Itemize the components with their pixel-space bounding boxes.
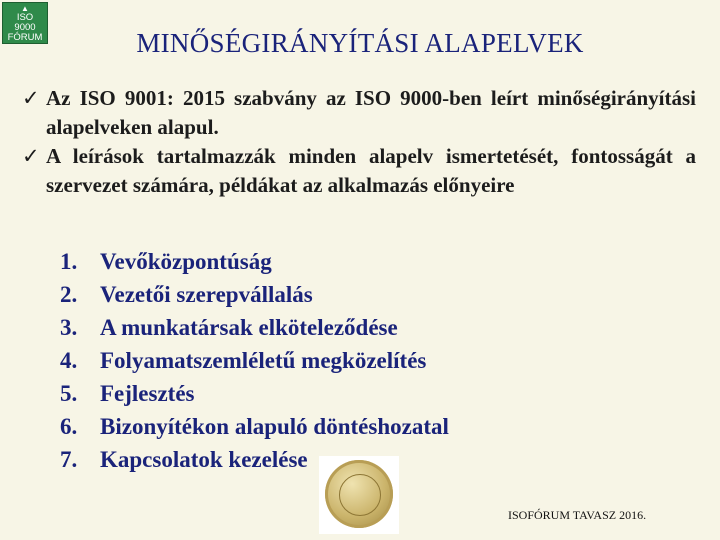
list-item	[60, 311, 449, 344]
bullet-text: A leírások tartalmazzák minden alapelv ismertetését, fontosságát a szervezet számára, példákat az alkalmazás előnyeire	[46, 144, 696, 197]
item-text: A munkatársak elköteleződése	[100, 315, 398, 340]
item-text: Folyamatszemléletű megközelítés	[100, 348, 427, 373]
logo-line-1: ISO	[16, 12, 34, 23]
item-number: 5.	[60, 381, 78, 406]
logo-line-2: 9000	[14, 22, 36, 33]
item-text: Vevőközpontúság	[100, 249, 272, 274]
bullet-item	[22, 84, 696, 142]
gold-medal-image	[319, 456, 399, 534]
footer-text: ISOFÓRUM TAVASZ 2016.	[508, 508, 647, 522]
item-number: 1.	[60, 249, 78, 274]
list-item	[60, 410, 449, 443]
list-item	[60, 344, 449, 377]
checkmark-icon: ✓	[22, 86, 40, 110]
item-number: 7.	[60, 447, 78, 472]
list-item	[60, 377, 449, 410]
checkmark-icon: ✓	[22, 144, 40, 168]
medal-disc	[325, 460, 393, 528]
slide-title: MINŐSÉGIRÁNYÍTÁSI ALAPELVEK	[136, 28, 584, 58]
bullet-item	[22, 142, 696, 200]
intro-bullets	[22, 84, 696, 200]
logo-line-3: FÓRUM	[7, 32, 43, 43]
medal-inner-ring	[339, 474, 381, 516]
item-text: Bizonyítékon alapuló döntéshozatal	[100, 414, 449, 439]
item-text: Kapcsolatok kezelése	[100, 447, 308, 472]
triangle-icon: ▲	[21, 4, 29, 13]
item-number: 2.	[60, 282, 78, 307]
item-number: 6.	[60, 414, 78, 439]
item-number: 3.	[60, 315, 78, 340]
item-number: 4.	[60, 348, 78, 373]
principles-list	[60, 245, 449, 476]
list-item	[60, 245, 449, 278]
bullet-text: Az ISO 9001: 2015 szabvány az ISO 9000-ben leírt minőségirányítási alapelveken alapul.	[46, 86, 696, 139]
item-text: Vezetői szerepvállalás	[100, 282, 313, 307]
list-item	[60, 278, 449, 311]
item-text: Fejlesztés	[100, 381, 195, 406]
